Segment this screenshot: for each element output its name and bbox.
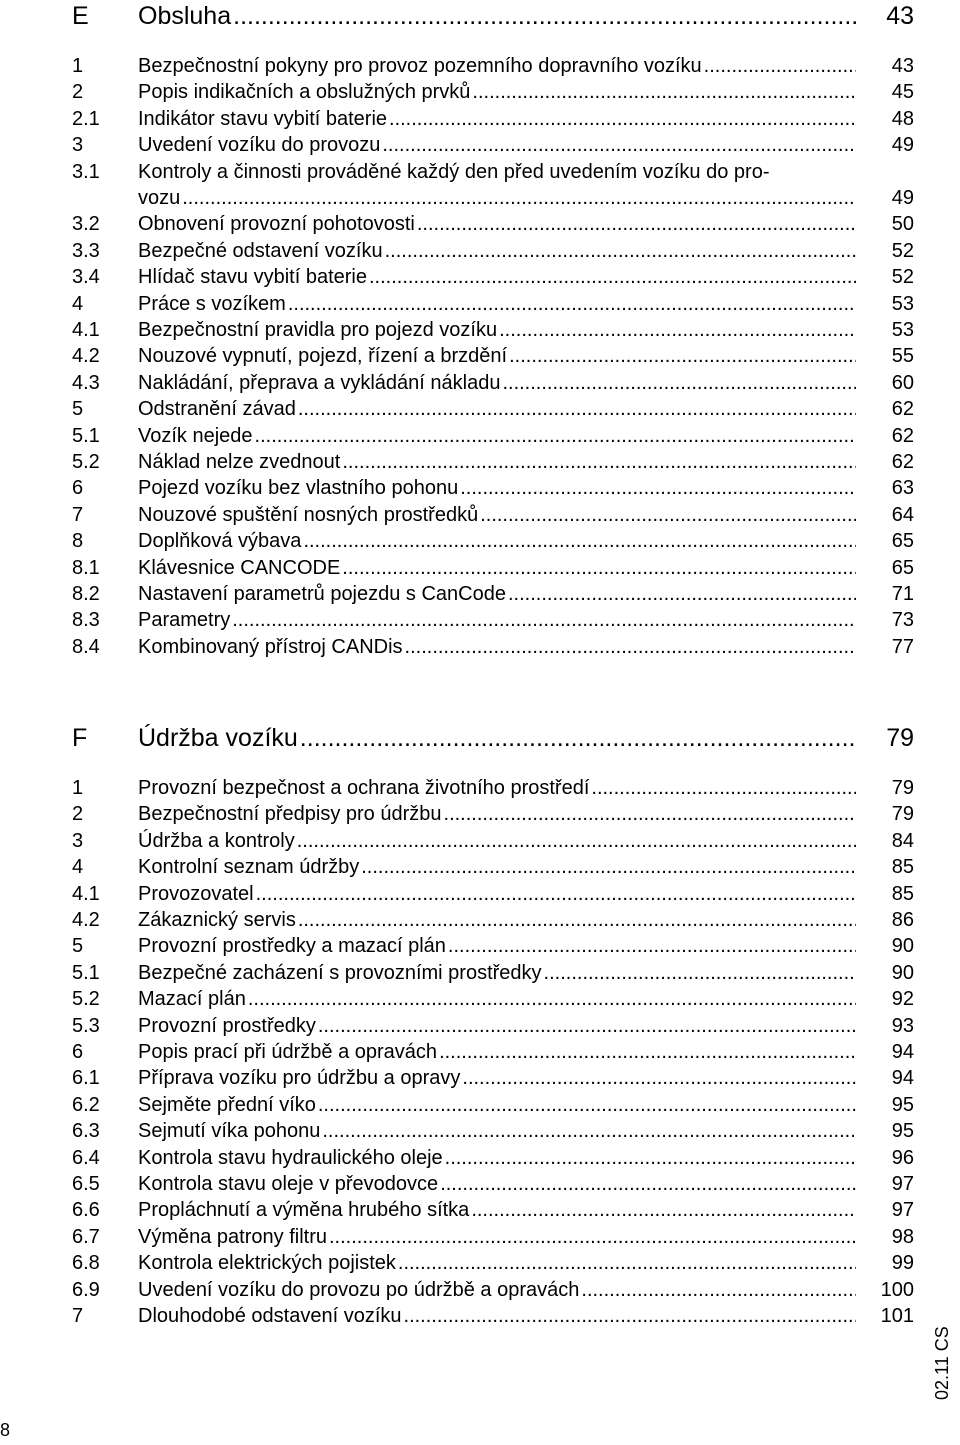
dot-leader	[502, 371, 856, 395]
toc-entry[interactable]	[72, 802, 914, 826]
entry-title: Bezpečnostní pokyny pro provoz pozemního dopravního vozíku	[138, 55, 702, 77]
toc-entry[interactable]	[72, 1040, 914, 1064]
dot-leader	[361, 855, 856, 879]
entry-page: 43	[886, 2, 914, 30]
dot-leader	[472, 80, 856, 104]
toc-entry[interactable]	[72, 1093, 914, 1117]
dot-leader	[440, 1172, 856, 1196]
entry-number: 6.3	[72, 1120, 100, 1143]
dot-leader	[288, 292, 856, 316]
toc-entry[interactable]	[72, 54, 914, 78]
entry-number: 6.4	[72, 1146, 100, 1169]
section-heading[interactable]	[72, 0, 914, 32]
entry-number: 6.9	[72, 1278, 100, 1301]
entry-number: 4	[72, 856, 84, 879]
entry-number: E	[72, 2, 89, 30]
entry-title: Provozovatel	[138, 882, 254, 905]
entry-page: 100	[880, 1278, 914, 1301]
toc-entry[interactable]	[72, 908, 914, 932]
dot-leader	[233, 0, 856, 32]
entry-page: 93	[891, 1014, 914, 1037]
dot-leader	[508, 582, 856, 606]
entry-number: 6.8	[72, 1252, 100, 1275]
dot-leader	[444, 802, 856, 826]
entry-number: 4.3	[72, 371, 100, 394]
entry-page: 65	[891, 530, 914, 553]
entry-title: Kontroly a činnosti prováděné každý den před uvedením vozíku do pro-	[138, 160, 770, 183]
entry-number: 5	[72, 935, 84, 958]
entry-title: Bezpečnostní předpisy pro údržbu	[138, 803, 442, 826]
entry-page: 73	[891, 609, 914, 632]
dot-leader	[256, 882, 856, 906]
dot-leader	[342, 450, 856, 474]
toc-entry[interactable]	[72, 318, 914, 342]
dot-leader	[303, 529, 856, 553]
entry-number: 4.1	[72, 319, 100, 341]
entry-title: Popis prací při údržbě a opravách	[138, 1041, 438, 1063]
toc-entry[interactable]	[72, 1119, 914, 1143]
entry-number: 6.2	[72, 1093, 100, 1116]
toc-entry[interactable]	[72, 1198, 914, 1222]
entry-number: 4.2	[72, 909, 100, 931]
entry-number: 3.2	[72, 213, 100, 236]
toc-entry[interactable]	[72, 987, 914, 1011]
entry-page: 84	[891, 829, 914, 852]
toc-entry[interactable]	[72, 344, 914, 368]
entry-number: 5	[72, 398, 84, 421]
entry-page: 62	[891, 451, 914, 473]
toc-entry[interactable]	[72, 529, 914, 553]
entry-number: 5.3	[72, 1014, 100, 1037]
entry-page: 90	[891, 935, 914, 958]
entry-number: 4.1	[72, 882, 100, 905]
entry-page: 52	[891, 239, 914, 262]
toc-entry[interactable]	[72, 776, 914, 800]
dot-leader	[369, 265, 856, 289]
dot-leader	[318, 1093, 856, 1117]
entry-number: 8.1	[72, 556, 100, 579]
toc-entry[interactable]	[72, 635, 914, 659]
entry-title: Kontrolní seznam údržby	[138, 856, 360, 879]
toc-entry[interactable]	[72, 133, 914, 157]
entry-title: Vozík nejede	[138, 424, 253, 447]
dot-leader	[322, 1119, 856, 1143]
entry-page: 55	[891, 345, 914, 368]
entry-title: Údržba a kontroly	[138, 829, 295, 852]
toc-entry[interactable]	[72, 503, 914, 527]
entry-number: F	[72, 724, 88, 752]
entry-number: 3.4	[72, 266, 100, 289]
entry-page: 97	[891, 1173, 914, 1195]
entry-page: 85	[891, 882, 914, 905]
toc-entry[interactable]	[72, 829, 914, 853]
dot-leader	[398, 1251, 856, 1275]
toc-entry[interactable]	[72, 882, 914, 906]
entry-number: 6	[72, 1041, 84, 1063]
toc-entry[interactable]	[72, 397, 914, 421]
entry-title: Popis indikačních a obslužných prvků	[138, 81, 471, 104]
entry-title: Mazací plán	[138, 988, 246, 1011]
toc-entry[interactable]	[72, 1066, 914, 1090]
toc-entry[interactable]	[72, 1251, 914, 1275]
dot-leader	[445, 1146, 856, 1170]
dot-leader	[248, 987, 856, 1011]
toc-entry[interactable]	[72, 1172, 914, 1196]
entry-title: Kontrola stavu oleje v převodovce	[138, 1173, 439, 1195]
toc-entry[interactable]	[72, 582, 914, 606]
entry-title: Propláchnutí a výměna hrubého sítka	[138, 1199, 470, 1222]
entry-number: 5.2	[72, 451, 100, 473]
toc-entry[interactable]	[72, 556, 914, 580]
entry-title: Uvedení vozíku do provozu po údržbě a opravách	[138, 1278, 580, 1301]
entry-number: 6.6	[72, 1199, 100, 1222]
entry-number: 2	[72, 81, 84, 104]
dot-leader	[462, 1066, 856, 1090]
section-heading[interactable]	[72, 722, 914, 754]
toc-entry[interactable]	[72, 476, 914, 500]
entry-page: 79	[886, 724, 914, 752]
toc-entry[interactable]	[72, 80, 914, 104]
entry-title: Sejmutí víka pohonu	[138, 1120, 321, 1143]
toc-entry[interactable]	[72, 424, 914, 448]
toc-entry[interactable]	[72, 450, 914, 474]
entry-number: 3.1	[72, 160, 100, 183]
entry-number: 2.1	[72, 107, 100, 130]
toc-entry[interactable]	[72, 107, 914, 131]
entry-number: 8.3	[72, 609, 100, 632]
entry-number: 3.3	[72, 239, 100, 262]
entry-page: 99	[891, 1252, 914, 1275]
entry-number: 1	[72, 55, 84, 77]
dot-leader	[298, 908, 856, 932]
dot-leader	[298, 397, 856, 421]
entry-title: Bezpečnostní pravidla pro pojezd vozíku	[138, 319, 498, 341]
entry-title: Provozní prostředky	[138, 1014, 316, 1037]
entry-page: 65	[891, 556, 914, 579]
entry-number: 3	[72, 134, 84, 157]
toc-entry[interactable]	[72, 1014, 914, 1038]
entry-title: Příprava vozíku pro údržbu a opravy	[138, 1067, 461, 1090]
toc-entry[interactable]	[72, 934, 914, 958]
dot-leader	[499, 318, 856, 342]
entry-number: 7	[72, 1305, 84, 1327]
date-code: 02.11 CS	[932, 1326, 952, 1400]
toc-entry[interactable]	[72, 371, 914, 395]
entry-title: Náklad nelze zvednout	[138, 451, 341, 473]
entry-page: 77	[891, 635, 914, 658]
dot-leader	[300, 722, 856, 754]
dot-leader	[417, 212, 856, 236]
toc-entry[interactable]	[72, 1225, 914, 1249]
toc-entry[interactable]	[72, 1278, 914, 1302]
entry-title: Kontrola stavu hydraulického oleje	[138, 1146, 443, 1169]
dot-leader	[405, 635, 856, 659]
entry-title: Nakládání, přeprava a vykládání nákladu	[138, 371, 501, 394]
entry-number: 5.2	[72, 988, 100, 1011]
dot-leader	[448, 934, 856, 958]
toc-entry[interactable]	[72, 239, 914, 263]
entry-number: 7	[72, 503, 84, 526]
entry-title: Klávesnice CANCODE	[138, 556, 341, 579]
toc-entry[interactable]	[72, 292, 914, 316]
entry-page: 53	[891, 319, 914, 341]
dot-leader	[382, 133, 856, 157]
entry-page: 45	[891, 81, 914, 104]
entry-page: 86	[891, 909, 914, 931]
dot-leader	[232, 608, 856, 632]
dot-leader	[182, 186, 856, 210]
entry-title: Parametry	[138, 609, 231, 632]
entry-page: 95	[891, 1120, 914, 1143]
entry-page: 71	[891, 583, 914, 605]
entry-page: 94	[891, 1041, 914, 1063]
entry-page: 53	[891, 292, 914, 315]
entry-page: 92	[891, 988, 914, 1011]
dot-leader	[318, 1014, 856, 1038]
toc-entry-continuation[interactable]	[138, 186, 914, 210]
entry-number: 3	[72, 829, 84, 852]
dot-leader	[255, 424, 856, 448]
dot-leader	[704, 54, 856, 78]
entry-title: Nouzové spuštění nosných prostředků	[138, 503, 479, 526]
dot-leader	[581, 1278, 856, 1302]
entry-title: Bezpečné zacházení s provozními prostředky	[138, 961, 542, 984]
entry-title: Doplňková výbava	[138, 530, 302, 553]
dot-leader	[460, 476, 856, 500]
entry-number: 6.5	[72, 1173, 100, 1195]
entry-number: 2	[72, 803, 84, 826]
toc-entry[interactable]	[72, 1146, 914, 1170]
entry-page: 64	[891, 503, 914, 526]
entry-title: Kombinovaný přístroj CANDis	[138, 635, 403, 658]
entry-page: 96	[891, 1146, 914, 1169]
dot-leader	[439, 1040, 856, 1064]
dot-leader	[385, 239, 856, 263]
entry-title: Uvedení vozíku do provozu	[138, 134, 381, 157]
entry-title: Údržba vozíku	[138, 724, 298, 752]
dot-leader	[544, 961, 856, 985]
entry-title: Nouzové vypnutí, pojezd, řízení a brzdění	[138, 345, 508, 368]
entry-number: 8	[72, 530, 84, 553]
dot-leader	[389, 107, 856, 131]
entry-number: 6.1	[72, 1067, 100, 1090]
entry-page: 101	[880, 1305, 914, 1327]
entry-title: Dlouhodobé odstavení vozíku	[138, 1305, 402, 1327]
entry-page: 85	[891, 856, 914, 879]
entry-title: Pojezd vozíku bez vlastního pohonu	[138, 477, 459, 500]
entry-page: 94	[891, 1067, 914, 1090]
entry-page: 43	[891, 55, 914, 77]
entry-number: 5.1	[72, 424, 100, 447]
entry-title: Výměna patrony filtru	[138, 1225, 327, 1248]
entry-title: vozu	[138, 187, 181, 209]
entry-title: Zákaznický servis	[138, 909, 296, 931]
entry-number: 4	[72, 292, 84, 315]
entry-page: 95	[891, 1093, 914, 1116]
entry-page: 48	[891, 107, 914, 130]
toc-entry[interactable]	[72, 855, 914, 879]
dot-leader	[509, 344, 856, 368]
entry-title: Obnovení provozní pohotovosti	[138, 213, 415, 236]
entry-title: Provozní bezpečnost a ochrana životního prostředí	[138, 777, 590, 799]
entry-page: 60	[891, 371, 914, 394]
dot-leader	[480, 503, 856, 527]
entry-page: 62	[891, 398, 914, 421]
entry-title: Provozní prostředky a mazací plán	[138, 935, 446, 958]
entry-page: 63	[891, 477, 914, 500]
entry-title: Kontrola elektrických pojistek	[138, 1252, 396, 1275]
entry-page: 98	[891, 1225, 914, 1248]
dot-leader	[342, 556, 856, 580]
toc-entry[interactable]	[72, 608, 914, 632]
entry-page: 79	[891, 777, 914, 799]
entry-number: 1	[72, 777, 84, 799]
toc-entry[interactable]	[72, 160, 914, 184]
entry-page: 50	[891, 213, 914, 236]
entry-page: 97	[891, 1199, 914, 1222]
entry-title: Odstranění závad	[138, 398, 296, 421]
entry-title: Sejměte přední víko	[138, 1093, 316, 1116]
entry-title: Hlídač stavu vybití baterie	[138, 266, 367, 289]
toc-entry[interactable]	[72, 265, 914, 289]
entry-number: 4.2	[72, 345, 100, 368]
toc-entry[interactable]	[72, 961, 914, 985]
entry-number: 8.2	[72, 583, 100, 605]
entry-number: 6	[72, 477, 84, 500]
dot-leader	[404, 1304, 856, 1328]
toc-entry[interactable]	[72, 212, 914, 236]
entry-page: 49	[891, 187, 914, 209]
dot-leader	[297, 829, 856, 853]
entry-page: 90	[891, 961, 914, 984]
toc-entry[interactable]	[72, 1304, 914, 1328]
entry-number: 6.7	[72, 1225, 100, 1248]
entry-title: Obsluha	[138, 2, 232, 30]
entry-title: Nastavení parametrů pojezdu s CanCode	[138, 583, 506, 605]
dot-leader	[329, 1225, 856, 1249]
entry-number: 8.4	[72, 635, 100, 658]
page-number: 8	[0, 1420, 11, 1440]
entry-title: Indikátor stavu vybití baterie	[138, 107, 388, 130]
entry-number: 5.1	[72, 961, 100, 984]
entry-page: 52	[891, 266, 914, 289]
entry-page: 62	[891, 424, 914, 447]
entry-page: 79	[891, 803, 914, 826]
entry-title: Bezpečné odstavení vozíku	[138, 239, 383, 262]
entry-title: Práce s vozíkem	[138, 292, 286, 315]
entry-page: 49	[891, 134, 914, 157]
dot-leader	[471, 1198, 856, 1222]
dot-leader	[591, 776, 856, 800]
